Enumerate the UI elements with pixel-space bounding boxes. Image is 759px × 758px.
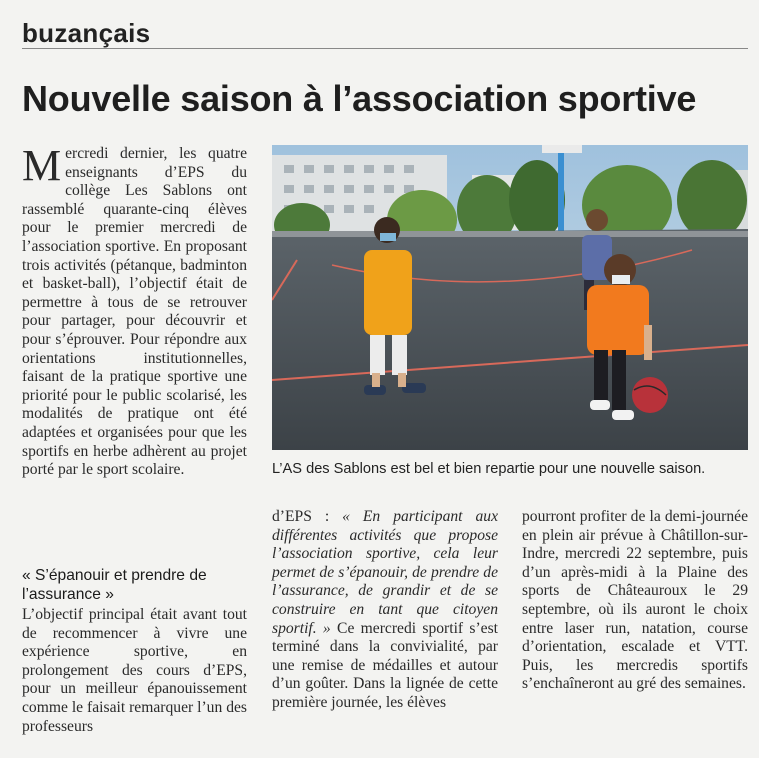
intertitle: « S’épanouir et prendre de l’assurance » xyxy=(22,567,207,603)
article-column-1 xyxy=(22,141,247,480)
column-2-text: Ce mercredi sportif s’est terminé dans la convivialité, par une remise de médailles et autour d’un goûter. Dans la lignée de cette première journée, les élèves xyxy=(272,619,498,711)
children-playing-photo xyxy=(272,145,748,450)
photo-caption: L’AS des Sablons est bel et bien repartie pour une nouvelle saison. xyxy=(272,461,706,477)
column-1-text: ercredi dernier, les quatre enseignants d’EPS du collège Les Sablons ont rassemblé quarante-cinq élèves pour le premier mercredi de l’association sportive. En proposant trois activités (pétanque, badminton et basket-ball), l’objectif était de permettre à tous de se retrouver pour partager, pour découvrir et pour s’éprouver. Pour répondre aux orientations institutionnelles, faisant de la pratique sportive une priorité pour le public scolarisé, les modalités de pratique ont été adaptées et organisées pour que les sportifs en herbe adhèrent au projet porté par le sport scolaire. xyxy=(22,145,247,479)
headline: Nouvelle saison à l’association sportive xyxy=(22,78,697,119)
column-2-lead: d’EPS : xyxy=(272,508,343,525)
article-photo xyxy=(272,145,748,450)
teacher-quote: « En participant aux différentes activités que propose l’association sportive, cela leur permet de s’épanouir, de prendre de l’assurance, de grandir et de se construire en tant que citoyen sportif. » xyxy=(272,508,498,637)
article-column-2 xyxy=(272,508,498,713)
section-title: buzançais xyxy=(22,18,151,48)
drop-cap: M xyxy=(22,141,62,190)
section-rule xyxy=(22,48,748,49)
article-column-3: pourront profiter de la demi-journée en plein air prévue à Châtillon-sur-Indre, mercredi 22 septembre, puis d’un après-midi à la Plaine des sports de Châteauroux le 29 septembre, où ils auront le choix entre laser run, natation, course d’orientation, escalade et VTT. Puis, les mercredis sportifs s’enchaîneront au gré des semaines. xyxy=(522,508,748,693)
column-1-continued-text: L’objectif principal était avant tout de recommencer à vivre une expérience sportive, en prolongement des cours d’EPS, pour un meilleur épanouissement comme le faisait remarquer l’un des professeurs xyxy=(22,606,247,735)
